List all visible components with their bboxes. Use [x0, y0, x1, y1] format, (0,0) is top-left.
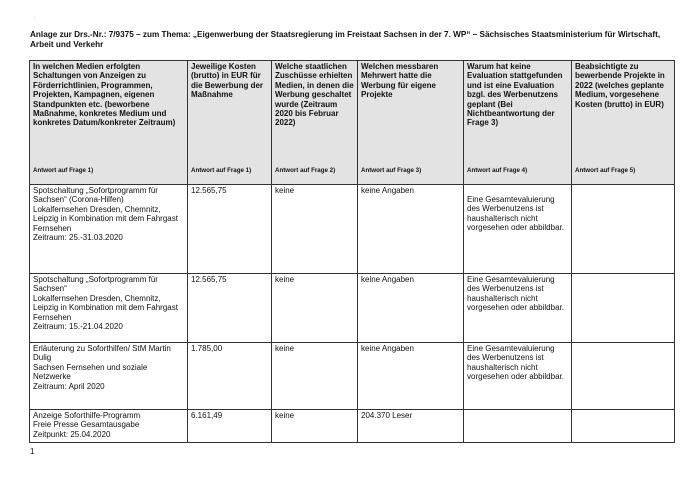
cell-planned: [572, 185, 675, 274]
cell-planned: [572, 410, 675, 443]
table-row: [30, 410, 675, 443]
column-title: Welchen messbaren Mehrwert hatte die Werbung für eigene Projekte: [361, 62, 439, 100]
cell-medium: [30, 343, 188, 410]
cell-cost: 6.161,49: [188, 410, 272, 443]
cell-medium: [30, 274, 188, 343]
question-reference: Antwort auf Frage 4): [467, 166, 528, 174]
cell-subsidy: keine: [272, 185, 358, 274]
column-header-cost: [188, 61, 272, 185]
medium-campaign: Spotschaltung „Sofortprogramm für Sachsen“ (Corona-Hilfen): [33, 186, 161, 205]
cell-value: keine Angaben: [358, 274, 464, 343]
cell-subsidy: keine: [272, 410, 358, 443]
cell-planned: [572, 343, 675, 410]
column-header-evaluation: [464, 61, 572, 185]
medium-campaign: Spotschaltung „Sofortprogramm für Sachsen“: [33, 275, 161, 294]
question-reference: Antwort auf Frage 2): [275, 166, 336, 174]
column-title: Welche staatlichen Zuschüsse erhielten Medien, in denen die Werbung geschaltet wurde (Zeitraum 2020 bis Februar 2022): [275, 62, 354, 128]
scan-speck: ·: [34, 15, 36, 21]
cell-evaluation: Eine Gesamtevaluierung des Werbenutzens ist haushalterisch nicht vorgesehen oder abbildbar.: [464, 343, 572, 410]
column-header-planned: [572, 61, 675, 185]
cell-evaluation: [464, 185, 572, 274]
page-number: 1: [30, 447, 35, 456]
medium-campaign: Erläuterung zu Soforthilfen/ StM Martin Dulig: [33, 344, 174, 363]
column-header-value: [358, 61, 464, 185]
cell-medium: [30, 185, 188, 274]
medium-channel: Sachsen Fernsehen und soziale Netzwerke: [33, 362, 150, 382]
medium-channel: Lokalfernsehen Dresden, Chemnitz, Leipzig in Kombination mit dem Fahrgast Fernsehen: [33, 204, 181, 233]
question-reference: Antwort auf Frage 1): [33, 166, 94, 174]
table-row: [30, 343, 675, 410]
cell-cost: 12.565,75: [188, 274, 272, 343]
column-title: Beabsichtigte zu bewerbende Projekte in 2022 (welches geplante Medium, vorgesehene Kosten (brutto) in EUR): [575, 62, 665, 109]
medium-campaign: Anzeige Soforthilfe-Programm: [33, 411, 141, 420]
survey-table: [29, 60, 675, 443]
cell-value: keine Angaben: [358, 343, 464, 410]
cell-subsidy: keine: [272, 343, 358, 410]
column-header-subsidy: [272, 61, 358, 185]
question-reference: Antwort auf Frage 1): [191, 166, 252, 174]
medium-period: Zeitraum: 25.-31.03.2020: [33, 233, 123, 243]
column-header-media: [30, 61, 188, 185]
question-reference: Antwort auf Frage 3): [361, 166, 422, 174]
medium-channel: Lokalfernsehen Dresden, Chemnitz, Leipzig in Kombination mit dem Fahrgast Fernsehen: [33, 293, 181, 322]
medium-channel: Freie Presse Gesamtausgabe: [33, 420, 140, 430]
medium-period: Zeitraum: April 2020: [33, 381, 105, 391]
document-title: Anlage zur Drs.-Nr.: 7/9375 – zum Thema: „Eigenwerbung der Staatsregierung im Freistaat Sachsen in der 7. WP“ – Sächsisches Staatsministerium für Wirtschaft, Arbeit und Verkehr: [30, 30, 661, 49]
cell-cost: 1.785,00: [188, 343, 272, 410]
question-reference: Antwort auf Frage 5): [575, 166, 636, 174]
cell-planned: [572, 274, 675, 343]
cell-evaluation: Eine Gesamtevaluierung des Werbenutzens ist haushalterisch nicht vorgesehen oder abbildbar.: [464, 274, 572, 343]
cell-subsidy: keine: [272, 274, 358, 343]
column-title: Jeweilige Kosten (brutto) in EUR für die Bewerbung der Maßnahme: [191, 62, 264, 100]
medium-period: Zeitraum: 15.-21.04.2020: [33, 322, 123, 332]
cell-medium: [30, 410, 188, 443]
cell-cost: 12.565,75: [188, 185, 272, 274]
medium-period: Zeitpunkt: 25.04.2020: [33, 429, 111, 439]
cell-evaluation: [464, 410, 572, 443]
column-title: In welchen Medien erfolgten Schaltungen von Anzeigen zu Förderrichtlinien, Programmen, Projekten, Kampagnen, eigenen Standpunkten etc. (beworbene Maßnahme, konkretes Medium und konkretes Datum/konkreter Zeitraum): [33, 62, 176, 128]
cell-value: keine Angaben: [358, 185, 464, 274]
cell-value: 204.370 Leser: [358, 410, 464, 443]
column-title: Warum hat keine Evaluation stattgefunden und ist eine Evaluation bzgl. des Werbenutzens geplant (Bei Nichtbeantwortung der Frage 3): [467, 62, 563, 128]
evaluation-text: Eine Gesamtevaluierung des Werbenutzens ist haushalterisch nicht vorgesehen oder abbildbar.: [467, 195, 564, 233]
table-row: [30, 185, 675, 274]
table-header-row: [30, 61, 675, 185]
table-row: [30, 274, 675, 343]
